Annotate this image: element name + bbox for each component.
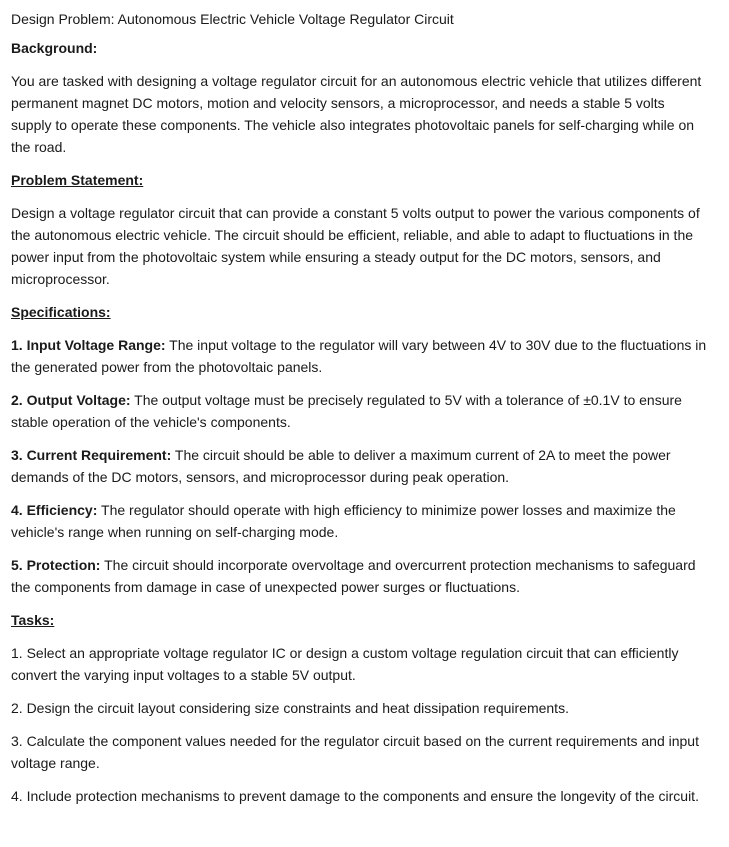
background-text: You are tasked with designing a voltage regulator circuit for an autonomous electric vehicle that utilizes different permanent magnet DC motors, motion and velocity sensors, a microprocessor, and needs a stable 5 volts supply to operate these components. The vehicle also integrates photovoltaic panels for self-charging while on the road.: [11, 73, 702, 155]
spec-item: [11, 389, 707, 433]
spec-item: [11, 334, 707, 378]
specifications-heading: Specifications:: [11, 304, 111, 320]
spec-item: [11, 554, 707, 598]
spec-text: The circuit should be able to deliver a maximum current of 2A to meet the power demands of the DC motors, sensors, and microprocessor during peak operation.: [11, 447, 671, 485]
spec-label: 4. Efficiency:: [11, 502, 98, 518]
spec-label: 5. Protection:: [11, 557, 101, 573]
task-item: 4. Include protection mechanisms to prevent damage to the components and ensure the longevity of the circuit.: [11, 788, 699, 804]
spec-label: 3. Current Requirement:: [11, 447, 172, 463]
spec-text: The regulator should operate with high efficiency to minimize power losses and maximize the vehicle's range when running on self-charging mode.: [11, 502, 676, 540]
task-item: 3. Calculate the component values needed for the regulator circuit based on the current requirements and input voltage range.: [11, 733, 699, 771]
task-item: 1. Select an appropriate voltage regulator IC or design a custom voltage regulation circuit that can efficiently convert the varying input voltages to a stable 5V output.: [11, 645, 679, 683]
spec-text: The output voltage must be precisely regulated to 5V with a tolerance of ±0.1V to ensure stable operation of the vehicle's components.: [11, 392, 682, 430]
problem-statement-heading: Problem Statement:: [11, 172, 144, 188]
document-title: Design Problem: Autonomous Electric Vehicle Voltage Regulator Circuit: [11, 11, 454, 27]
task-item: 2. Design the circuit layout considering size constraints and heat dissipation requirements.: [11, 700, 569, 716]
problem-statement-text: Design a voltage regulator circuit that can provide a constant 5 volts output to power the various components of the autonomous electric vehicle. The circuit should be efficient, reliable, and able to adapt to fluctuations in the power input from the photovoltaic system while ensuring a steady output for the DC motors, sensors, and microprocessor.: [11, 205, 700, 287]
spec-label: 2. Output Voltage:: [11, 392, 131, 408]
spec-item: [11, 499, 707, 543]
spec-text: The circuit should incorporate overvoltage and overcurrent protection mechanisms to safeguard the components from damage in case of unexpected power surges or fluctuations.: [11, 557, 696, 595]
spec-text: The input voltage to the regulator will vary between 4V to 30V due to the fluctuations in the generated power from the photovoltaic panels.: [11, 337, 707, 375]
tasks-heading: Tasks:: [11, 612, 55, 628]
spec-item: [11, 444, 707, 488]
spec-label: 1. Input Voltage Range:: [11, 337, 166, 353]
background-heading: Background:: [11, 40, 98, 56]
